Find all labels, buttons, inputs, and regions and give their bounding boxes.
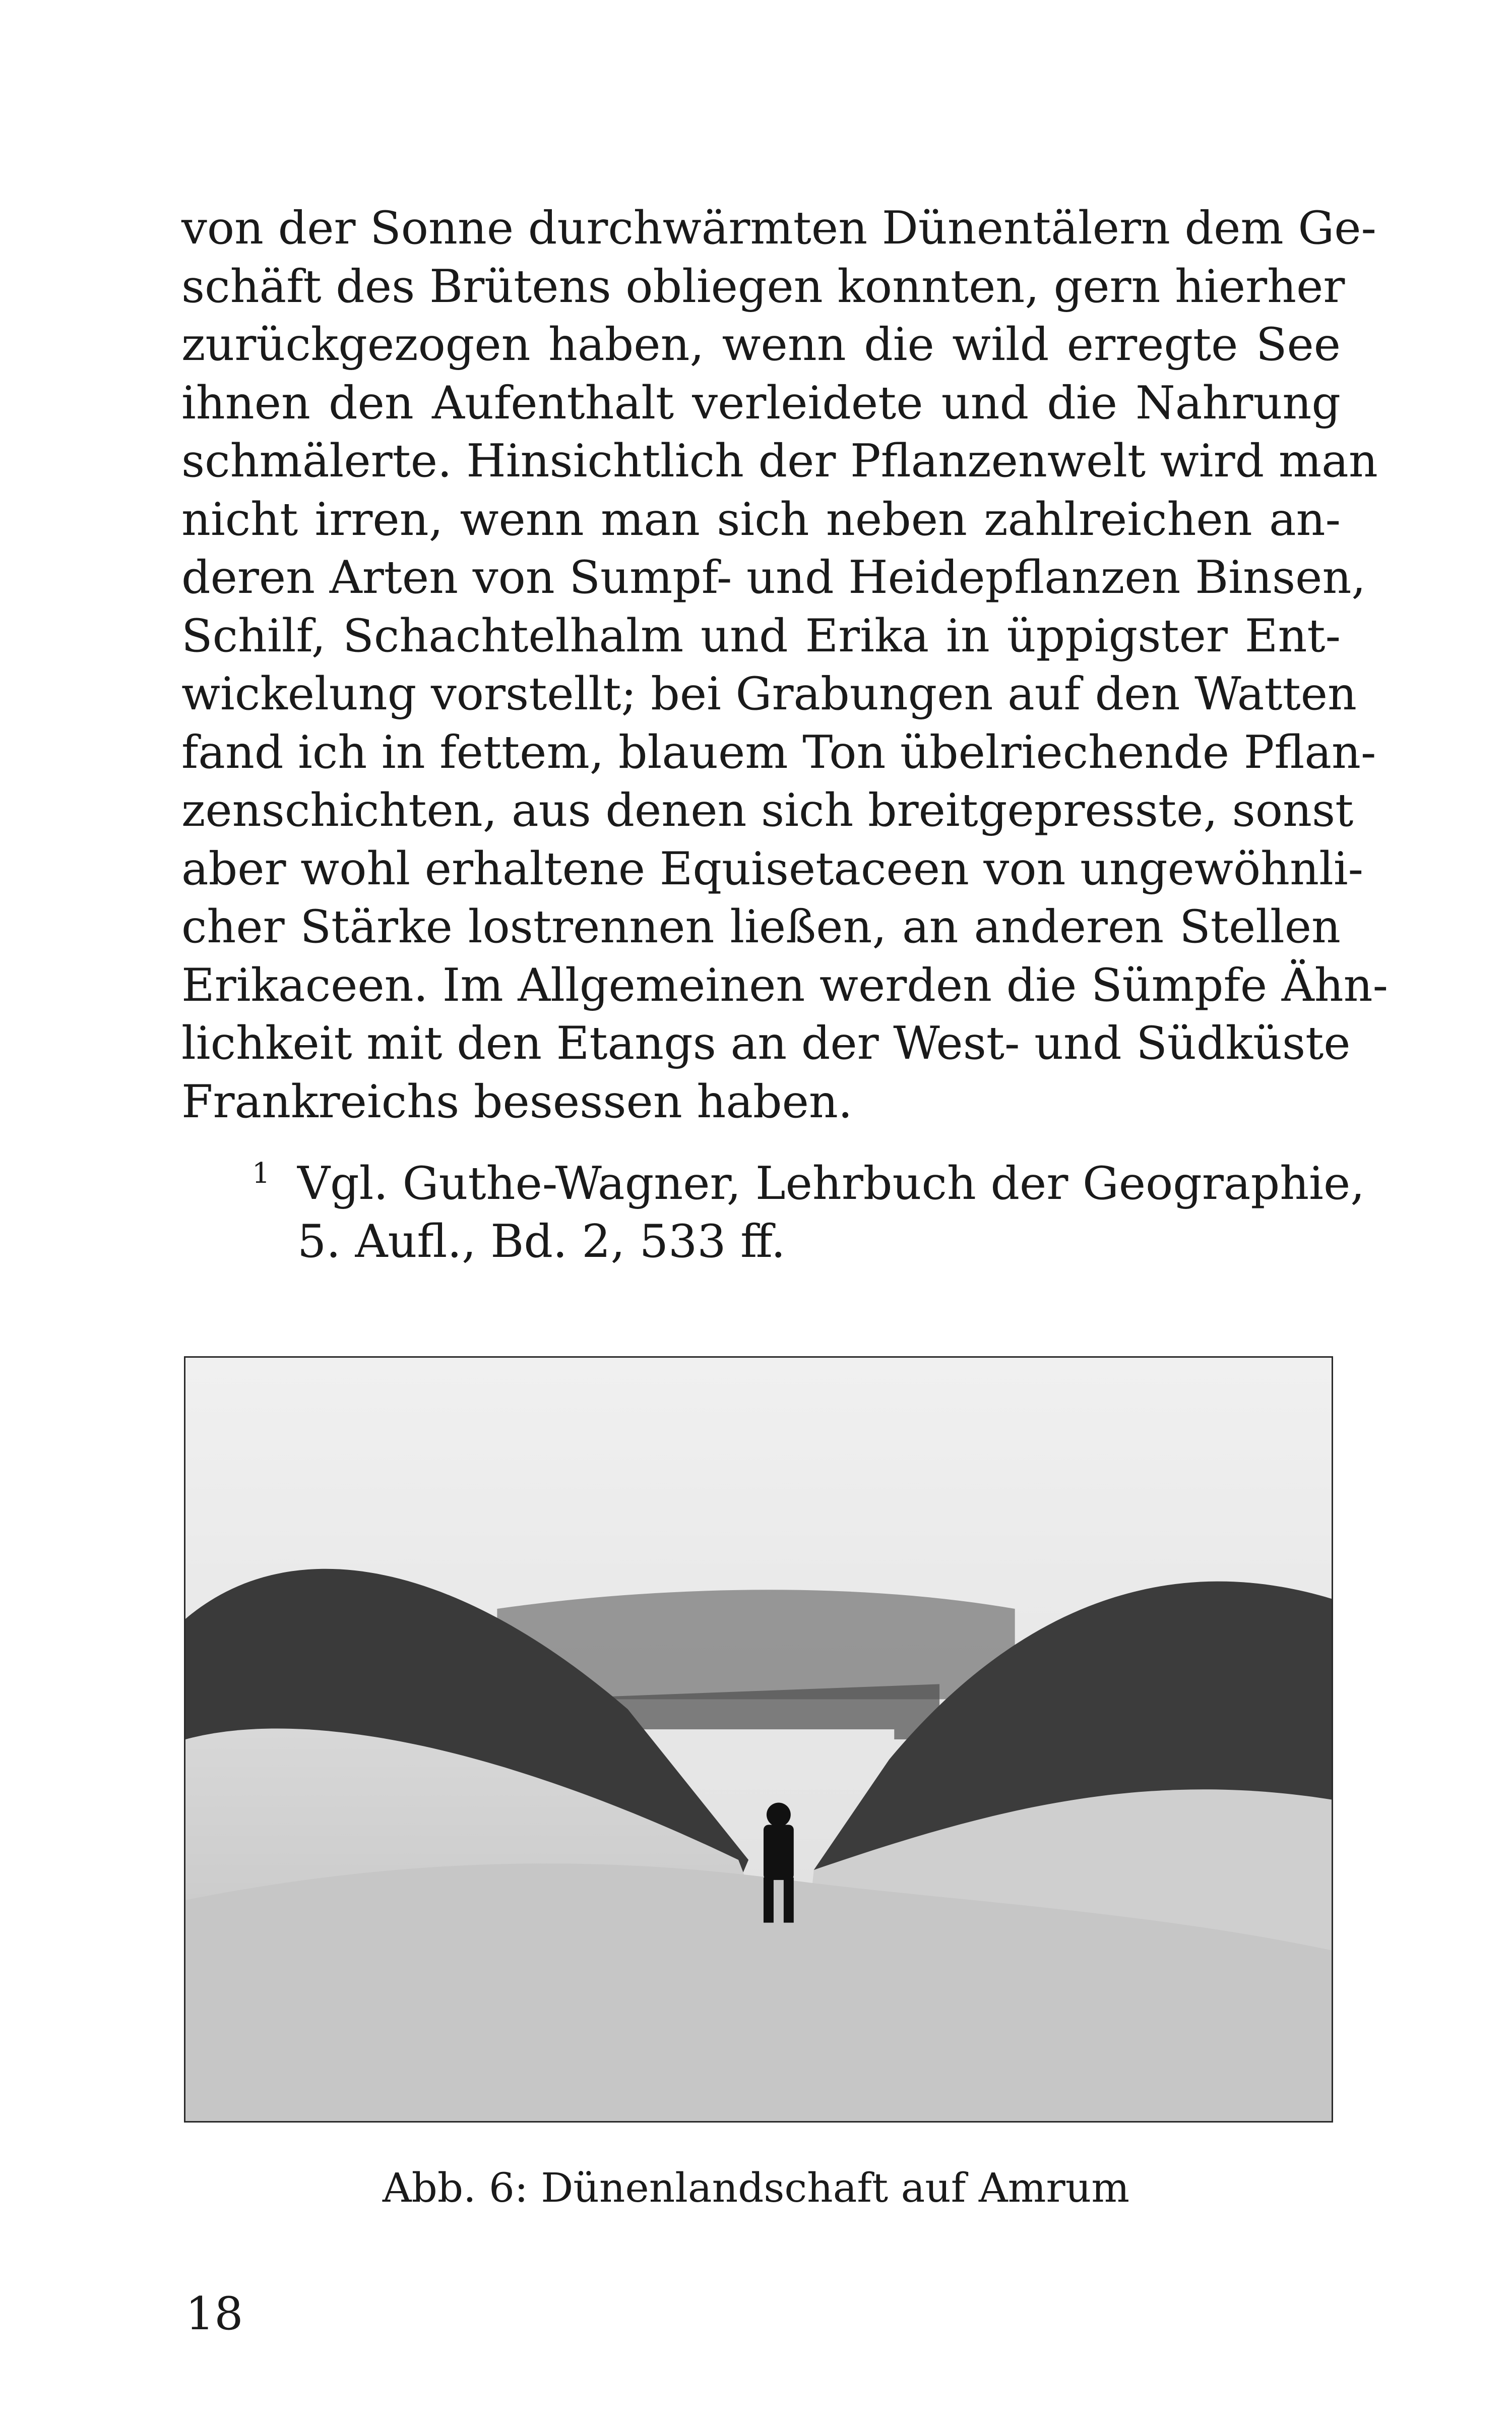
text-line: schmälerte. Hinsichtlich der Pflanzenwelt wird man xyxy=(181,435,1378,488)
footnote-marker: 1 xyxy=(252,1157,270,1190)
text-line: cher Stärke lostrennen ließen, an anderen Stellen xyxy=(181,900,1341,953)
page-number: 18 xyxy=(185,2287,243,2340)
text-line: nicht irren, wenn man sich neben zahlreichen an- xyxy=(181,493,1341,546)
figure-caption: Abb. 6: Dünenlandschaft auf Amrum xyxy=(382,2164,1130,2211)
text-line: zenschichten, aus denen sich breitgepresste, sonst xyxy=(181,784,1354,837)
text-line: Schilf, Schachtelhalm und Erika in üppigster Ent- xyxy=(181,609,1341,662)
text-line: deren Arten von Sumpf- und Heidepflanzen Binsen, xyxy=(181,551,1366,604)
text-line: schäft des Brütens obliegen konnten, gern hierher xyxy=(181,260,1345,313)
footnote-line: 5. Aufl., Bd. 2, 533 ff. xyxy=(297,1215,786,1268)
footnote-line: Vgl. Guthe-Wagner, Lehrbuch der Geographie, xyxy=(297,1157,1365,1210)
footnote xyxy=(252,1155,1365,1270)
body-text xyxy=(181,199,1389,1131)
text-line: Erikaceen. Im Allgemeinen werden die Sümpfe Ähn- xyxy=(181,958,1389,1012)
text-line: von der Sonne durchwärmten Dünentälern dem Ge- xyxy=(181,202,1376,255)
dune-landscape-photo xyxy=(184,1356,1333,2123)
text-line: fand ich in fettem, blauem Ton übelriechende Pflan- xyxy=(181,725,1376,779)
text-line: aber wohl erhaltene Equisetaceen von ungewöhnli- xyxy=(181,842,1364,895)
text-line: Frankreichs besessen haben. xyxy=(181,1075,853,1128)
text-line: wickelung vorstellt; bei Grabungen auf den Watten xyxy=(181,668,1357,720)
photo-illustration xyxy=(185,1358,1332,2121)
text-line: zurückgezogen haben, wenn die wild erregte See xyxy=(181,318,1341,371)
text-line: lichkeit mit den Etangs an der West- und Südküste xyxy=(181,1017,1351,1070)
text-line: ihnen den Aufenthalt verleidete und die Nahrung xyxy=(181,376,1341,430)
